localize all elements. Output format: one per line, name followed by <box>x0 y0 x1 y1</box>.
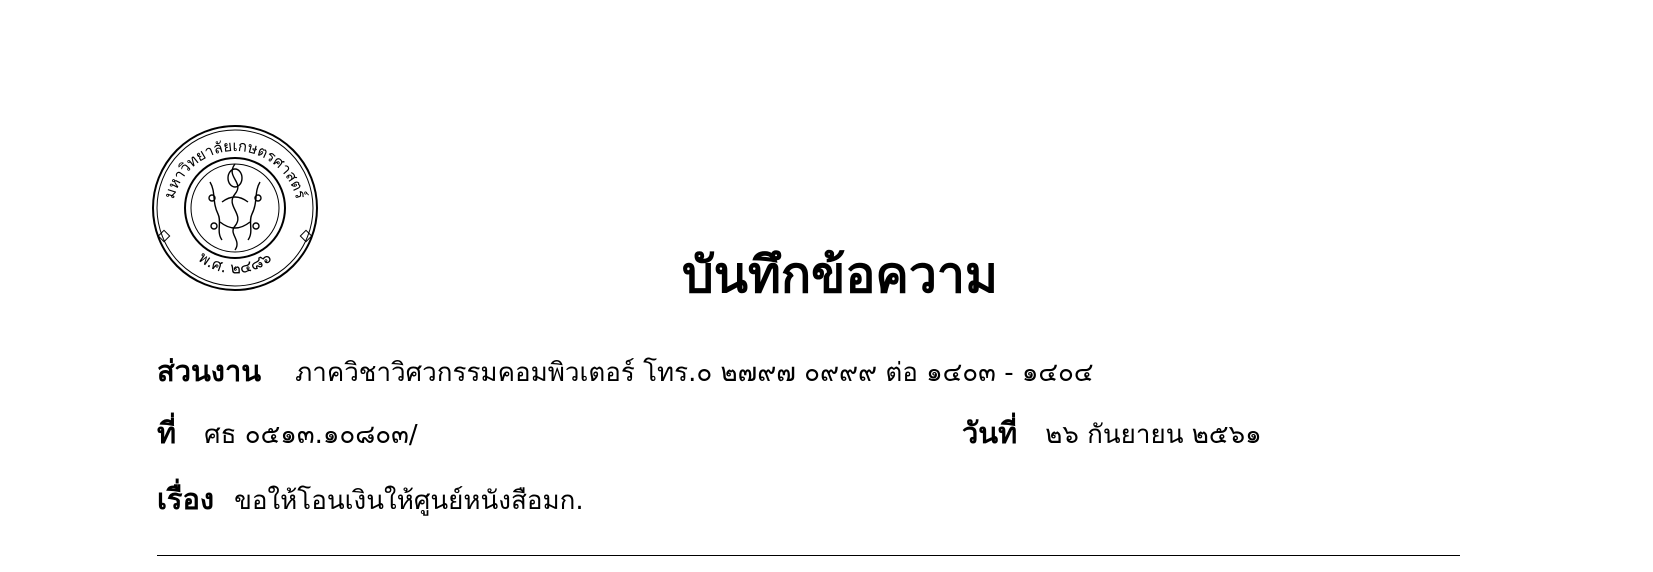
memo-title: บันทึกข้อความ <box>682 246 998 304</box>
subject-value: ขอให้โอนเงินให้ศูนย์หนังสือมก. <box>234 486 584 516</box>
seal-top-text: มหาวิทยาลัยเกษตรศาสตร์ <box>160 136 310 201</box>
reference-row <box>157 417 418 451</box>
date-row <box>962 417 1262 451</box>
department-row <box>157 355 1094 389</box>
department-value: ภาควิชาวิศวกรรมคอมพิวเตอร์ โทร.๐ ๒๗๙๗ ๐๙๙๙ ต่อ ๑๔๐๓ - ๑๔๐๔ <box>295 358 1094 388</box>
reference-value: ศธ ๐๕๑๓.๑๐๘๐๓/ <box>204 420 418 450</box>
subject-row <box>157 483 584 517</box>
date-label: วันที่ <box>962 416 1018 450</box>
university-seal-logo <box>150 122 320 294</box>
header-divider <box>157 555 1460 556</box>
subject-label: เรื่อง <box>157 482 215 516</box>
department-label: ส่วนงาน <box>157 354 262 388</box>
seal-bottom-text: พ.ศ. ๒๔๘๖ <box>195 247 275 278</box>
reference-label: ที่ <box>157 416 177 450</box>
date-value: ๒๖ กันยายน ๒๕๖๑ <box>1045 420 1262 450</box>
